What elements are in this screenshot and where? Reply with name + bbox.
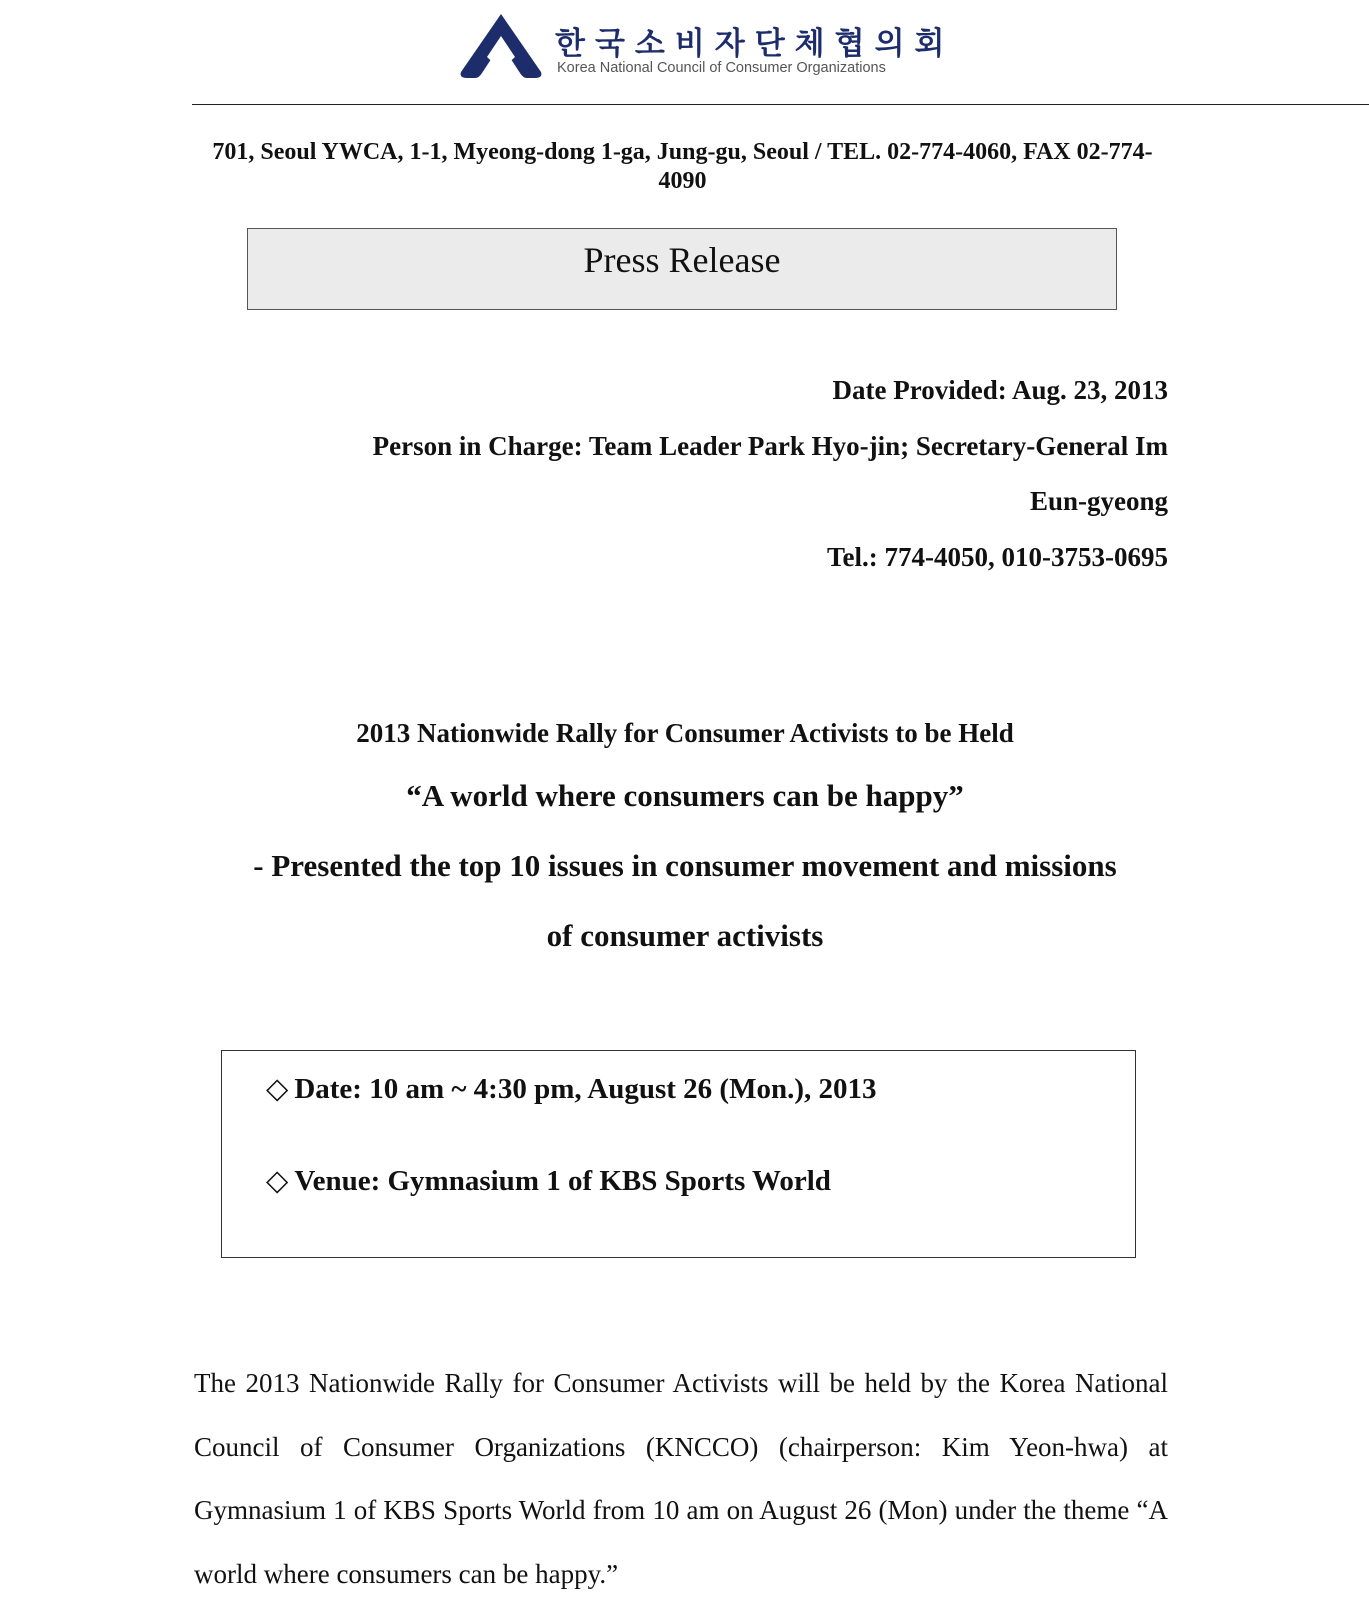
press-release-title: Press Release — [583, 240, 781, 280]
headline-subtitle: - Presented the top 10 issues in consumer movement and missions — [253, 848, 1117, 883]
event-date-text: Date: 10 am ~ 4:30 pm, August 26 (Mon.), 2013 — [294, 1073, 877, 1105]
event-venue — [266, 1163, 831, 1198]
event-date — [266, 1071, 876, 1106]
body-paragraph: The 2013 Nationwide Rally for Consumer Activists will be held by the Korea National Council of Consumer Organizations (KNCCO) (chairperson: Kim Yeon-hwa) at Gymnasium 1 of KBS Sports World from 10 am on August 26 (Mon) under the theme “A world where consumers can be happy.” — [194, 1368, 1168, 1589]
person-in-charge-continued: Eun-gyeong — [1029, 486, 1168, 516]
organization-logo — [455, 8, 955, 82]
organization-address: 701, Seoul YWCA, 1-1, Myeong-dong 1-ga, Jung-gu, Seoul / TEL. 02-774-4060, FAX 02-774-4090 — [212, 139, 1153, 194]
press-release-banner — [247, 228, 1117, 310]
logo-korean-text: 한국소비자단체협의회 — [555, 26, 955, 62]
diamond-bullet-icon: ◇ — [266, 1071, 289, 1105]
person-in-charge: Person in Charge: Team Leader Park Hyo-jin; Secretary-General Im — [372, 430, 1168, 461]
contact-tel: Tel.: 774-4050, 010-3753-0695 — [827, 541, 1168, 572]
headline-theme: “A world where consumers can be happy” — [406, 778, 964, 813]
event-venue-text: Venue: Gymnasium 1 of KBS Sports World — [294, 1165, 831, 1197]
headline-subtitle-continued: of consumer activists — [546, 918, 824, 953]
diamond-bullet-icon: ◇ — [266, 1163, 289, 1197]
logo-mark-icon — [455, 8, 547, 82]
logo-english-text: Korea National Council of Consumer Organizations — [557, 60, 886, 76]
header-divider — [192, 104, 1369, 105]
event-info-box — [221, 1050, 1136, 1258]
date-provided: Date Provided: Aug. 23, 2013 — [832, 375, 1168, 405]
release-meta — [300, 363, 1168, 585]
headline-title: 2013 Nationwide Rally for Consumer Activists to be Held — [356, 718, 1014, 748]
